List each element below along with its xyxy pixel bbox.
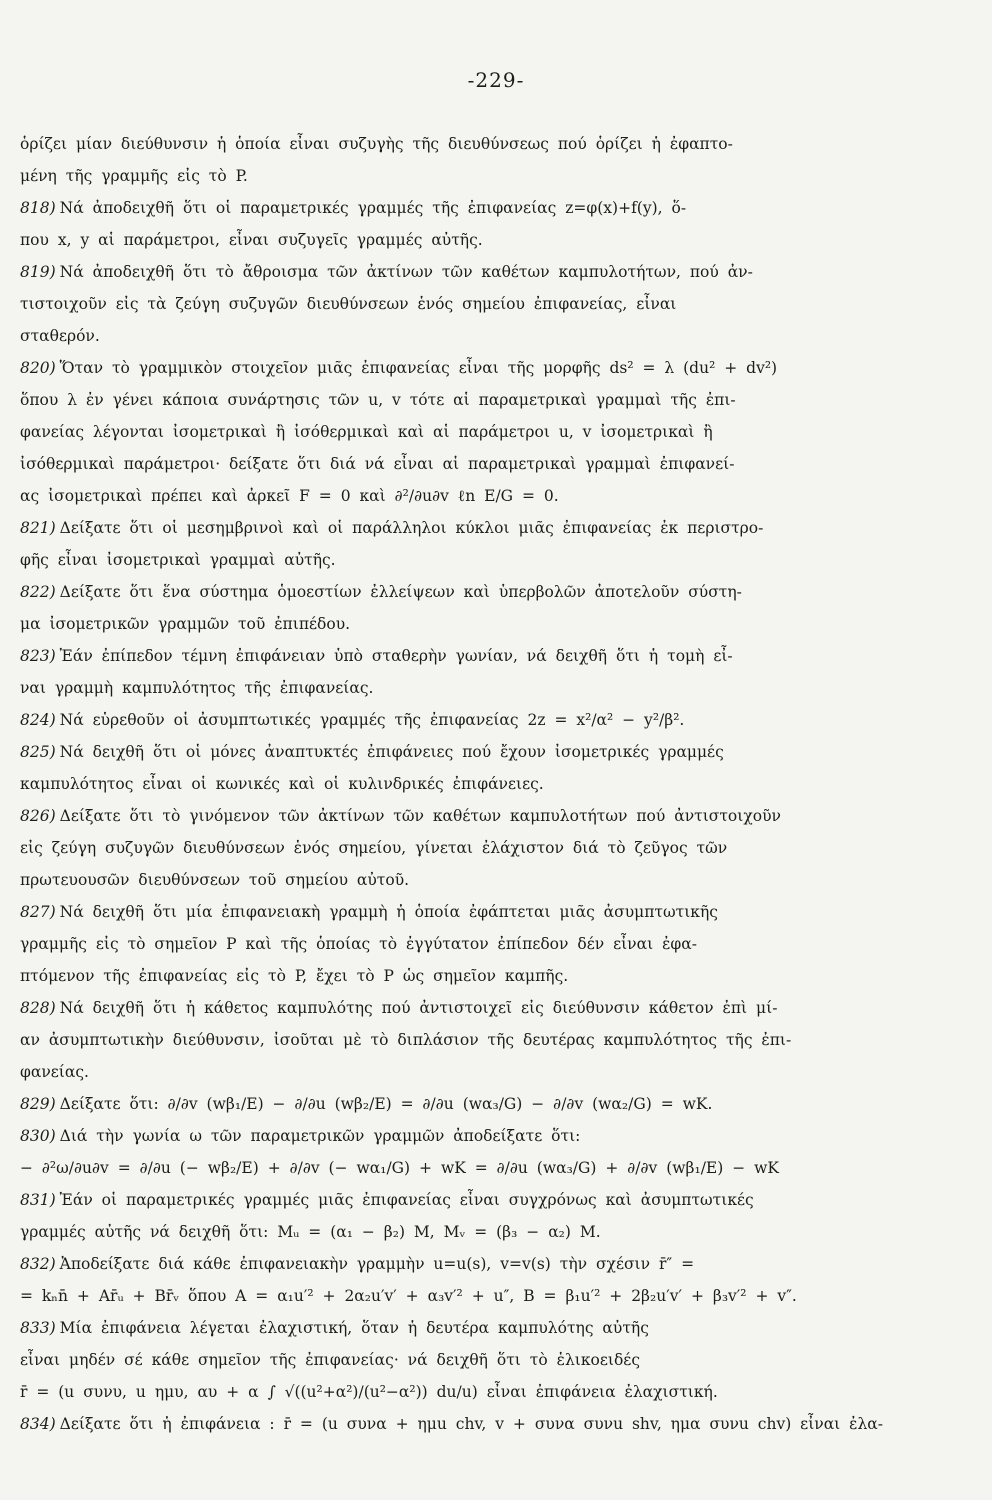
line-text: Δείξατε ὅτι ἡ ἐπιφάνεια : r̄ = (u συνα + ημu chv, v + συνα συνu shv, ημα συνu chv) εἶναι ἐλα- bbox=[59, 1415, 884, 1433]
line-text: γραμμῆς εἰς τὸ σημεῖον P καὶ τῆς ὁποίας τὸ ἐγγύτατον ἐπίπεδον δέν εἶναι ἐφα- bbox=[20, 935, 697, 953]
exercise-number: 826) bbox=[20, 807, 56, 825]
exercise-line-numbered bbox=[20, 896, 892, 928]
exercise-line bbox=[20, 608, 892, 640]
exercise-line bbox=[20, 864, 892, 896]
line-text: Νά δειχθῆ ὅτι οἱ μόνες ἀναπτυκτές ἐπιφάνειες πού ἔχουν ἰσομετρικές γραμμές bbox=[59, 743, 724, 761]
exercise-number: 827) bbox=[20, 903, 56, 921]
line-text: Νά δειχθῆ ὅτι μία ἐπιφανειακὴ γραμμὴ ἡ ὁποία ἐφάπτεται μιᾶς ἀσυμπτωτικῆς bbox=[59, 903, 718, 921]
exercise-line bbox=[20, 928, 892, 960]
exercise-number: 829) bbox=[20, 1095, 56, 1113]
line-text: ας ἰσομετρικαὶ πρέπει καὶ ἀρκεῖ F = 0 καὶ ∂²/∂u∂v ℓn E/G = 0. bbox=[20, 487, 559, 505]
exercise-number: 820) bbox=[20, 359, 56, 377]
line-text: φανείας. bbox=[20, 1063, 89, 1081]
exercise-line-numbered bbox=[20, 256, 892, 288]
exercise-line bbox=[20, 480, 892, 512]
exercise-number: 828) bbox=[20, 999, 56, 1017]
exercise-number: 825) bbox=[20, 743, 56, 761]
exercise-line bbox=[20, 416, 892, 448]
line-text: = kₙn̄ + Ar̄ᵤ + Br̄ᵥ ὅπου A = α₁u′² + 2α₂u′v′ + α₃v′² + u″, B = β₁u′² + 2β₂u′v′ + β₃v′² + v″. bbox=[20, 1287, 797, 1305]
exercise-number: 819) bbox=[20, 263, 56, 281]
exercise-line-numbered bbox=[20, 704, 892, 736]
line-text: Νά εὑρεθοῦν οἱ ἀσυμπτωτικές γραμμές τῆς ἐπιφανείας 2z = x²/α² − y²/β². bbox=[59, 711, 685, 729]
page-number: -229- bbox=[467, 68, 525, 92]
line-text: σταθερόν. bbox=[20, 327, 100, 345]
exercise-line-numbered bbox=[20, 352, 892, 384]
line-text: ὁρίζει μίαν διεύθυνσιν ἡ ὁποία εἶναι συζυγὴς τῆς διευθύνσεως πού ὁρίζει ἡ ἐφαπτο- bbox=[20, 135, 733, 153]
line-text: Ἀποδείξατε διά κάθε ἐπιφανειακὴν γραμμὴν u=u(s), v=v(s) τὴν σχέσιν r̄″ = bbox=[59, 1255, 695, 1273]
exercise-number: 822) bbox=[20, 583, 56, 601]
exercise-number: 831) bbox=[20, 1191, 56, 1209]
line-text: πτόμενον τῆς ἐπιφανείας εἰς τὸ P, ἔχει τὸ P ὡς σημεῖον καμπῆς. bbox=[20, 967, 569, 985]
line-text: πρωτευουσῶν διευθύνσεων τοῦ σημείου αὐτοῦ. bbox=[20, 871, 410, 889]
exercise-line bbox=[20, 320, 892, 352]
line-text: Δείξατε ὅτι: ∂/∂v (wβ₁/E) − ∂/∂u (wβ₂/E) = ∂/∂u (wα₃/G) − ∂/∂v (wα₂/G) = wK. bbox=[59, 1095, 713, 1113]
exercise-line-numbered bbox=[20, 576, 892, 608]
line-text: ὅπου λ ἐν γένει κάποια συνάρτησις τῶν u, v τότε αἱ παραμετρικαὶ γραμμαὶ τῆς ἐπι- bbox=[20, 391, 736, 409]
exercise-line-numbered bbox=[20, 992, 892, 1024]
line-text: γραμμές αὐτῆς νά δειχθῆ ὅτι: Mᵤ = (α₁ − β₂) M, Mᵥ = (β₃ − α₂) M. bbox=[20, 1223, 601, 1241]
exercise-line bbox=[20, 448, 892, 480]
line-text: Μία ἐπιφάνεια λέγεται ἐλαχιστική, ὅταν ἡ δευτέρα καμπυλότης αὐτῆς bbox=[59, 1319, 649, 1337]
exercise-number: 834) bbox=[20, 1415, 56, 1433]
line-text: ἰσόθερμικαὶ παράμετροι· δείξατε ὅτι διά νά εἶναι αἱ παραμετρικαὶ γραμμαὶ ἐπιφανεί- bbox=[20, 455, 735, 473]
line-text: Νά ἀποδειχθῆ ὅτι οἱ παραμετρικές γραμμές τῆς ἐπιφανείας z=φ(x)+f(y), ὅ- bbox=[59, 199, 687, 217]
line-text: Ὅταν τὸ γραμμικὸν στοιχεῖον μιᾶς ἐπιφανείας εἶναι τῆς μορφῆς ds² = λ (du² + dv²) bbox=[59, 359, 778, 377]
exercise-line-numbered bbox=[20, 512, 892, 544]
line-text: ναι γραμμὴ καμπυλότητος τῆς ἐπιφανείας. bbox=[20, 679, 374, 697]
exercise-line-numbered bbox=[20, 1120, 892, 1152]
exercise-line-numbered bbox=[20, 736, 892, 768]
line-text: Νά δειχθῆ ὅτι ἡ κάθετος καμπυλότης πού ἀντιστοιχεῖ εἰς διεύθυνσιν κάθετον ἐπὶ μί- bbox=[59, 999, 778, 1017]
exercise-number: 821) bbox=[20, 519, 56, 537]
exercise-line-numbered bbox=[20, 1088, 892, 1120]
exercise-line bbox=[20, 384, 892, 416]
exercise-line-numbered bbox=[20, 192, 892, 224]
line-text: r̄ = (u συνυ, u ημυ, αυ + α ∫ √((u²+α²)/(u²−α²)) du/u) εἶναι ἐπιφάνεια ἐλαχιστική. bbox=[20, 1383, 718, 1401]
line-text: αν ἀσυμπτωτικὴν διεύθυνσιν, ἰσοῦται μὲ τὸ διπλάσιον τῆς δευτέρας καμπυλότητος τῆς ἐπι- bbox=[20, 1031, 792, 1049]
line-text: − ∂²ω/∂u∂v = ∂/∂u (− wβ₂/E) + ∂/∂v (− wα₁/G) + wK = ∂/∂u (wα₃/G) + ∂/∂v (wβ₁/E) − wK bbox=[20, 1159, 779, 1177]
line-text: καμπυλότητος εἶναι οἱ κωνικές καὶ οἱ κυλινδρικές ἐπιφάνειες. bbox=[20, 775, 544, 793]
exercise-line bbox=[20, 160, 892, 192]
line-text: Διά τὴν γωνία ω τῶν παραμετρικῶν γραμμῶν ἀποδείξατε ὅτι: bbox=[59, 1127, 581, 1145]
exercise-line bbox=[20, 1280, 892, 1312]
line-text: τιστοιχοῦν εἰς τὰ ζεύγη συζυγῶν διευθύνσεων ἑνός σημείου ἐπιφανείας, εἶναι bbox=[20, 295, 677, 313]
line-text: Δείξατε ὅτι ἕνα σύστημα ὁμοεστίων ἐλλείψεων καὶ ὑπερβολῶν ἀποτελοῦν σύστη- bbox=[59, 583, 742, 601]
exercise-number: 832) bbox=[20, 1255, 56, 1273]
exercise-line bbox=[20, 768, 892, 800]
exercise-line-numbered bbox=[20, 1248, 892, 1280]
line-text: Νά ἀποδειχθῆ ὅτι τὸ ἄθροισμα τῶν ἀκτίνων τῶν καθέτων καμπυλοτήτων, πού ἀν- bbox=[59, 263, 753, 281]
exercise-line bbox=[20, 1344, 892, 1376]
exercise-number: 823) bbox=[20, 647, 56, 665]
exercise-line bbox=[20, 1376, 892, 1408]
line-text: Ἐάν ἐπίπεδον τέμνη ἐπιφάνειαν ὑπὸ σταθερὴν γωνίαν, νά δειχθῆ ὅτι ἡ τομὴ εἶ- bbox=[59, 647, 733, 665]
exercise-number: 824) bbox=[20, 711, 56, 729]
exercise-line-numbered bbox=[20, 640, 892, 672]
exercise-line bbox=[20, 832, 892, 864]
line-text: Δείξατε ὅτι οἱ μεσημβρινοὶ καὶ οἱ παράλληλοι κύκλοι μιᾶς ἐπιφανείας ἐκ περιστρο- bbox=[59, 519, 764, 537]
line-text: Ἐάν οἱ παραμετρικές γραμμές μιᾶς ἐπιφανείας εἶναι συγχρόνως καὶ ἀσυμπτωτικές bbox=[59, 1191, 754, 1209]
exercise-number: 830) bbox=[20, 1127, 56, 1145]
exercise-line bbox=[20, 128, 892, 160]
exercise-line-numbered bbox=[20, 800, 892, 832]
exercise-line bbox=[20, 224, 892, 256]
exercise-line bbox=[20, 672, 892, 704]
line-text: εἰς ζεύγη συζυγῶν διευθύνσεων ἑνός σημείου, γίνεται ἐλάχιστον διά τὸ ζεῦγος τῶν bbox=[20, 839, 728, 857]
line-text: εἶναι μηδέν σέ κάθε σημεῖον τῆς ἐπιφανείας· νά δειχθῆ ὅτι τὸ ἑλικοειδές bbox=[20, 1351, 641, 1369]
exercise-line bbox=[20, 1152, 892, 1184]
line-text: φανείας λέγονται ἰσομετρικαὶ ἢ ἰσόθερμικαὶ καὶ αἱ παράμετροι u, v ἰσομετρικαὶ ἢ bbox=[20, 423, 713, 441]
exercise-line bbox=[20, 288, 892, 320]
exercise-line-numbered bbox=[20, 1312, 892, 1344]
exercise-text bbox=[20, 128, 892, 1440]
exercise-line bbox=[20, 544, 892, 576]
line-text: Δείξατε ὅτι τὸ γινόμενον τῶν ἀκτίνων τῶν καθέτων καμπυλοτήτων πού ἀντιστοιχοῦν bbox=[59, 807, 781, 825]
exercise-line bbox=[20, 1216, 892, 1248]
line-text: που x, y αἱ παράμετροι, εἶναι συζυγεῖς γραμμές αὐτῆς. bbox=[20, 231, 483, 249]
line-text: μένη τῆς γραμμῆς εἰς τὸ P. bbox=[20, 167, 248, 185]
line-text: φῆς εἶναι ἰσομετρικαὶ γραμμαὶ αὐτῆς. bbox=[20, 551, 336, 569]
exercise-line bbox=[20, 960, 892, 992]
line-text: μα ἰσομετρικῶν γραμμῶν τοῦ ἐπιπέδου. bbox=[20, 615, 351, 633]
exercise-line bbox=[20, 1056, 892, 1088]
exercise-line-numbered bbox=[20, 1184, 892, 1216]
exercise-number: 818) bbox=[20, 199, 56, 217]
exercise-line-numbered bbox=[20, 1408, 892, 1440]
exercise-line bbox=[20, 1024, 892, 1056]
exercise-number: 833) bbox=[20, 1319, 56, 1337]
